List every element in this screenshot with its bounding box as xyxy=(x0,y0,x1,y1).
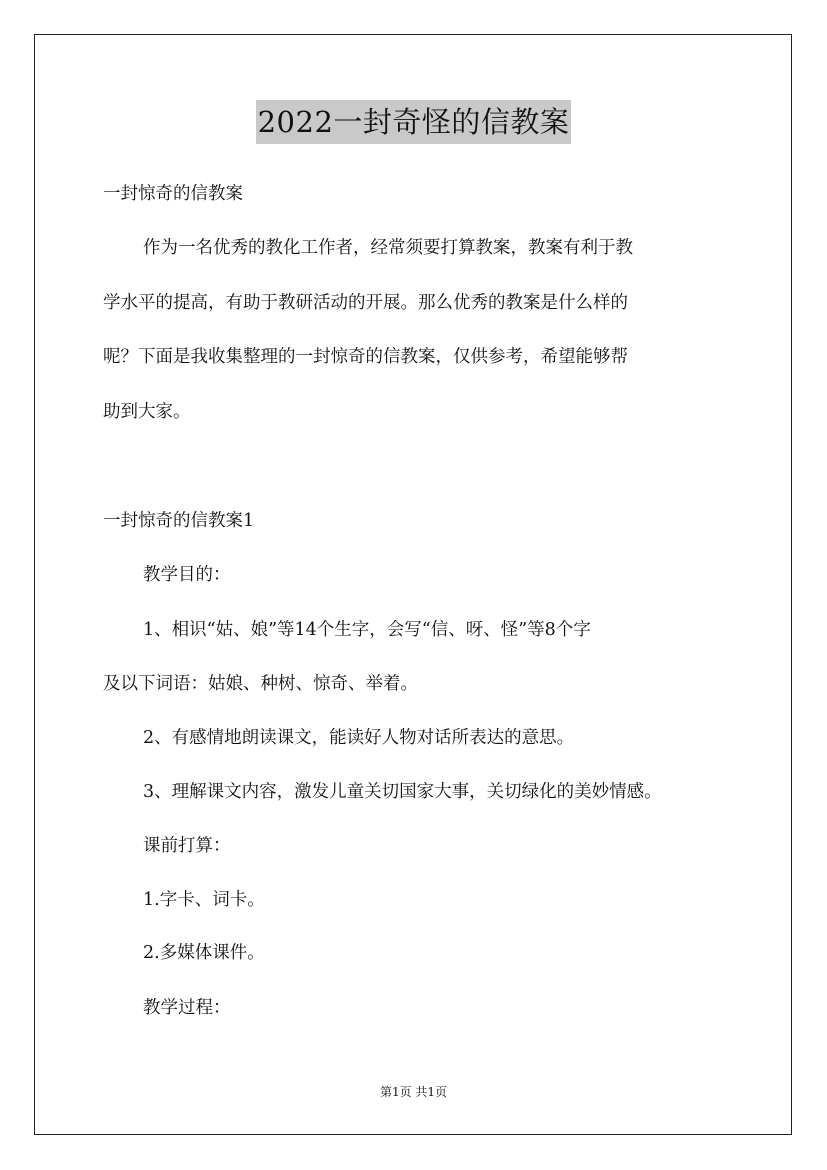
page-footer: 第1页 共1页 xyxy=(379,1085,448,1099)
paragraph-line: 2.多媒体课件。 xyxy=(143,943,265,963)
section-heading: 一封惊奇的信教案1 xyxy=(103,511,255,531)
title-container xyxy=(0,100,827,144)
paragraph-line: 2、有感情地朗读课文，能读好人物对话所表达的意思。 xyxy=(143,728,575,748)
paragraph-line: 呢？下面是我收集整理的一封惊奇的信教案，仅供参考，希望能够帮 xyxy=(103,347,628,367)
paragraph-line: 助到大家。 xyxy=(103,402,191,422)
paragraph-line: 1、相识“姑、娘”等14个生字，会写“信、呀、怪”等8个字 xyxy=(143,620,591,640)
document-title: 2022一封奇怪的信教案 xyxy=(256,100,572,144)
paragraph-line: 教学目的： xyxy=(143,565,231,585)
section-heading: 一封惊奇的信教案 xyxy=(103,184,243,204)
paragraph-line: 及以下词语：姑娘、种树、惊奇、举着。 xyxy=(103,674,418,694)
paragraph-line: 1.字卡、词卡。 xyxy=(143,890,265,910)
paragraph-line: 学水平的提高，有助于教研活动的开展。那么优秀的教案是什么样的 xyxy=(103,293,628,313)
paragraph-line: 教学过程： xyxy=(143,998,231,1018)
paragraph-line: 3、理解课文内容，激发儿童关切国家大事，关切绿化的美妙情感。 xyxy=(143,782,662,802)
paragraph-line: 作为一名优秀的教化工作者，经常须要打算教案，教案有利于教 xyxy=(143,238,633,258)
paragraph-line: 课前打算： xyxy=(143,836,231,856)
